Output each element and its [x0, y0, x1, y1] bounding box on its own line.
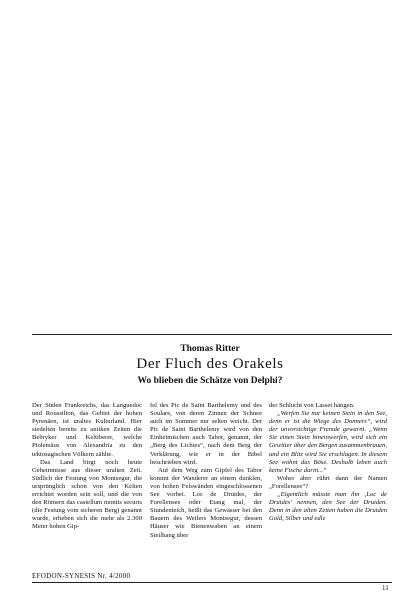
- text-column-2: [150, 402, 262, 588]
- paragraph: Auf dem Weg zum Gipfel des Tabor kommt der Wanderer an einem dunklen, von hohen Felswänden eingeschlossenen See vorbei. Loc de Druides, der Forellensee oder Etang mal, der Stundenteich, heißt das Gewässer bei den Bauern des Weilers Montsegur, dessen Häuser wie Bienenwaben an einem Steilhang über: [150, 466, 262, 539]
- text-column-1: [32, 402, 142, 572]
- top-rule: [32, 334, 392, 335]
- article-subtitle: Wo blieben die Schätze von Delphi?: [137, 376, 283, 386]
- article-author: Thomas Ritter: [180, 344, 240, 354]
- paragraph: Das Land birgt noch heute Geheimnisse aus dieser uralten Zeit. Südlich der Festung von Montsegur, die ursprünglich schon von den Kelten errichtet worden sein soll, und die von den Römern das castellum montis securis (die Festung vom sicheren Berg) genannt wurde, erheben sich die mehr als 2.300 Meter hohen Gip-: [32, 458, 142, 531]
- paragraph: der Schlucht von Lasset hängen.: [269, 402, 355, 409]
- paragraph: Woher aber rührt dann der Namen „Forellensee“?: [269, 474, 387, 490]
- footer-publication: EFODON-SYNESIS Nr. 4/2000: [32, 572, 131, 580]
- paragraph: „Werfen Sie nur keinen Stein in den See, denn er ist die Wiege des Donners“, wird der unvorsichtige Fremde gewarnt. „Wenn Sie einen Stein hineinwerfen, wird sich ein Gewitter über den Bergen zusammenbrauen, und ein Blitz wird Sie erschlagen. In diesem See wohnt das Böse. Deshalb leben auch keine Fische darin...“: [269, 410, 387, 474]
- paragraph: „Eigentlich müsste man ihn ‚Loc de Druides‘ nennen, den See der Druiden. Denn in den alten Zeiten haben die Druiden Gold, Silber und edle: [269, 491, 387, 523]
- paragraph: fel des Pic de Saint Barthelemy und des Soulare, von deren Zinnen der Schnee auch im Sommer nur selten weicht. Der Pic de Saint Barthelemy wird von den Einheimischen auch Tabor, genannt, der „Berg des Lichtes“, nach dem Berg der Verklärung, wie er in der Bibel beschrieben wird.: [150, 402, 262, 466]
- page-number: 11: [382, 584, 389, 592]
- text-column-3: [269, 402, 387, 588]
- bottom-rule: [32, 582, 392, 583]
- article-title: Der Fluch des Orakels: [136, 356, 284, 372]
- paragraph: Der Süden Frankreichs, das Languedoc und Roussilion, das Gebiet der hohen Pyrenäen, ist uraltes Kulturland. Hier siedelten bereits zu antiken Zeiten die Bebryker und Keltiberer, welche Ptolemäus von Alexandria zu den tektosagischen Völkern zählte.: [32, 402, 142, 458]
